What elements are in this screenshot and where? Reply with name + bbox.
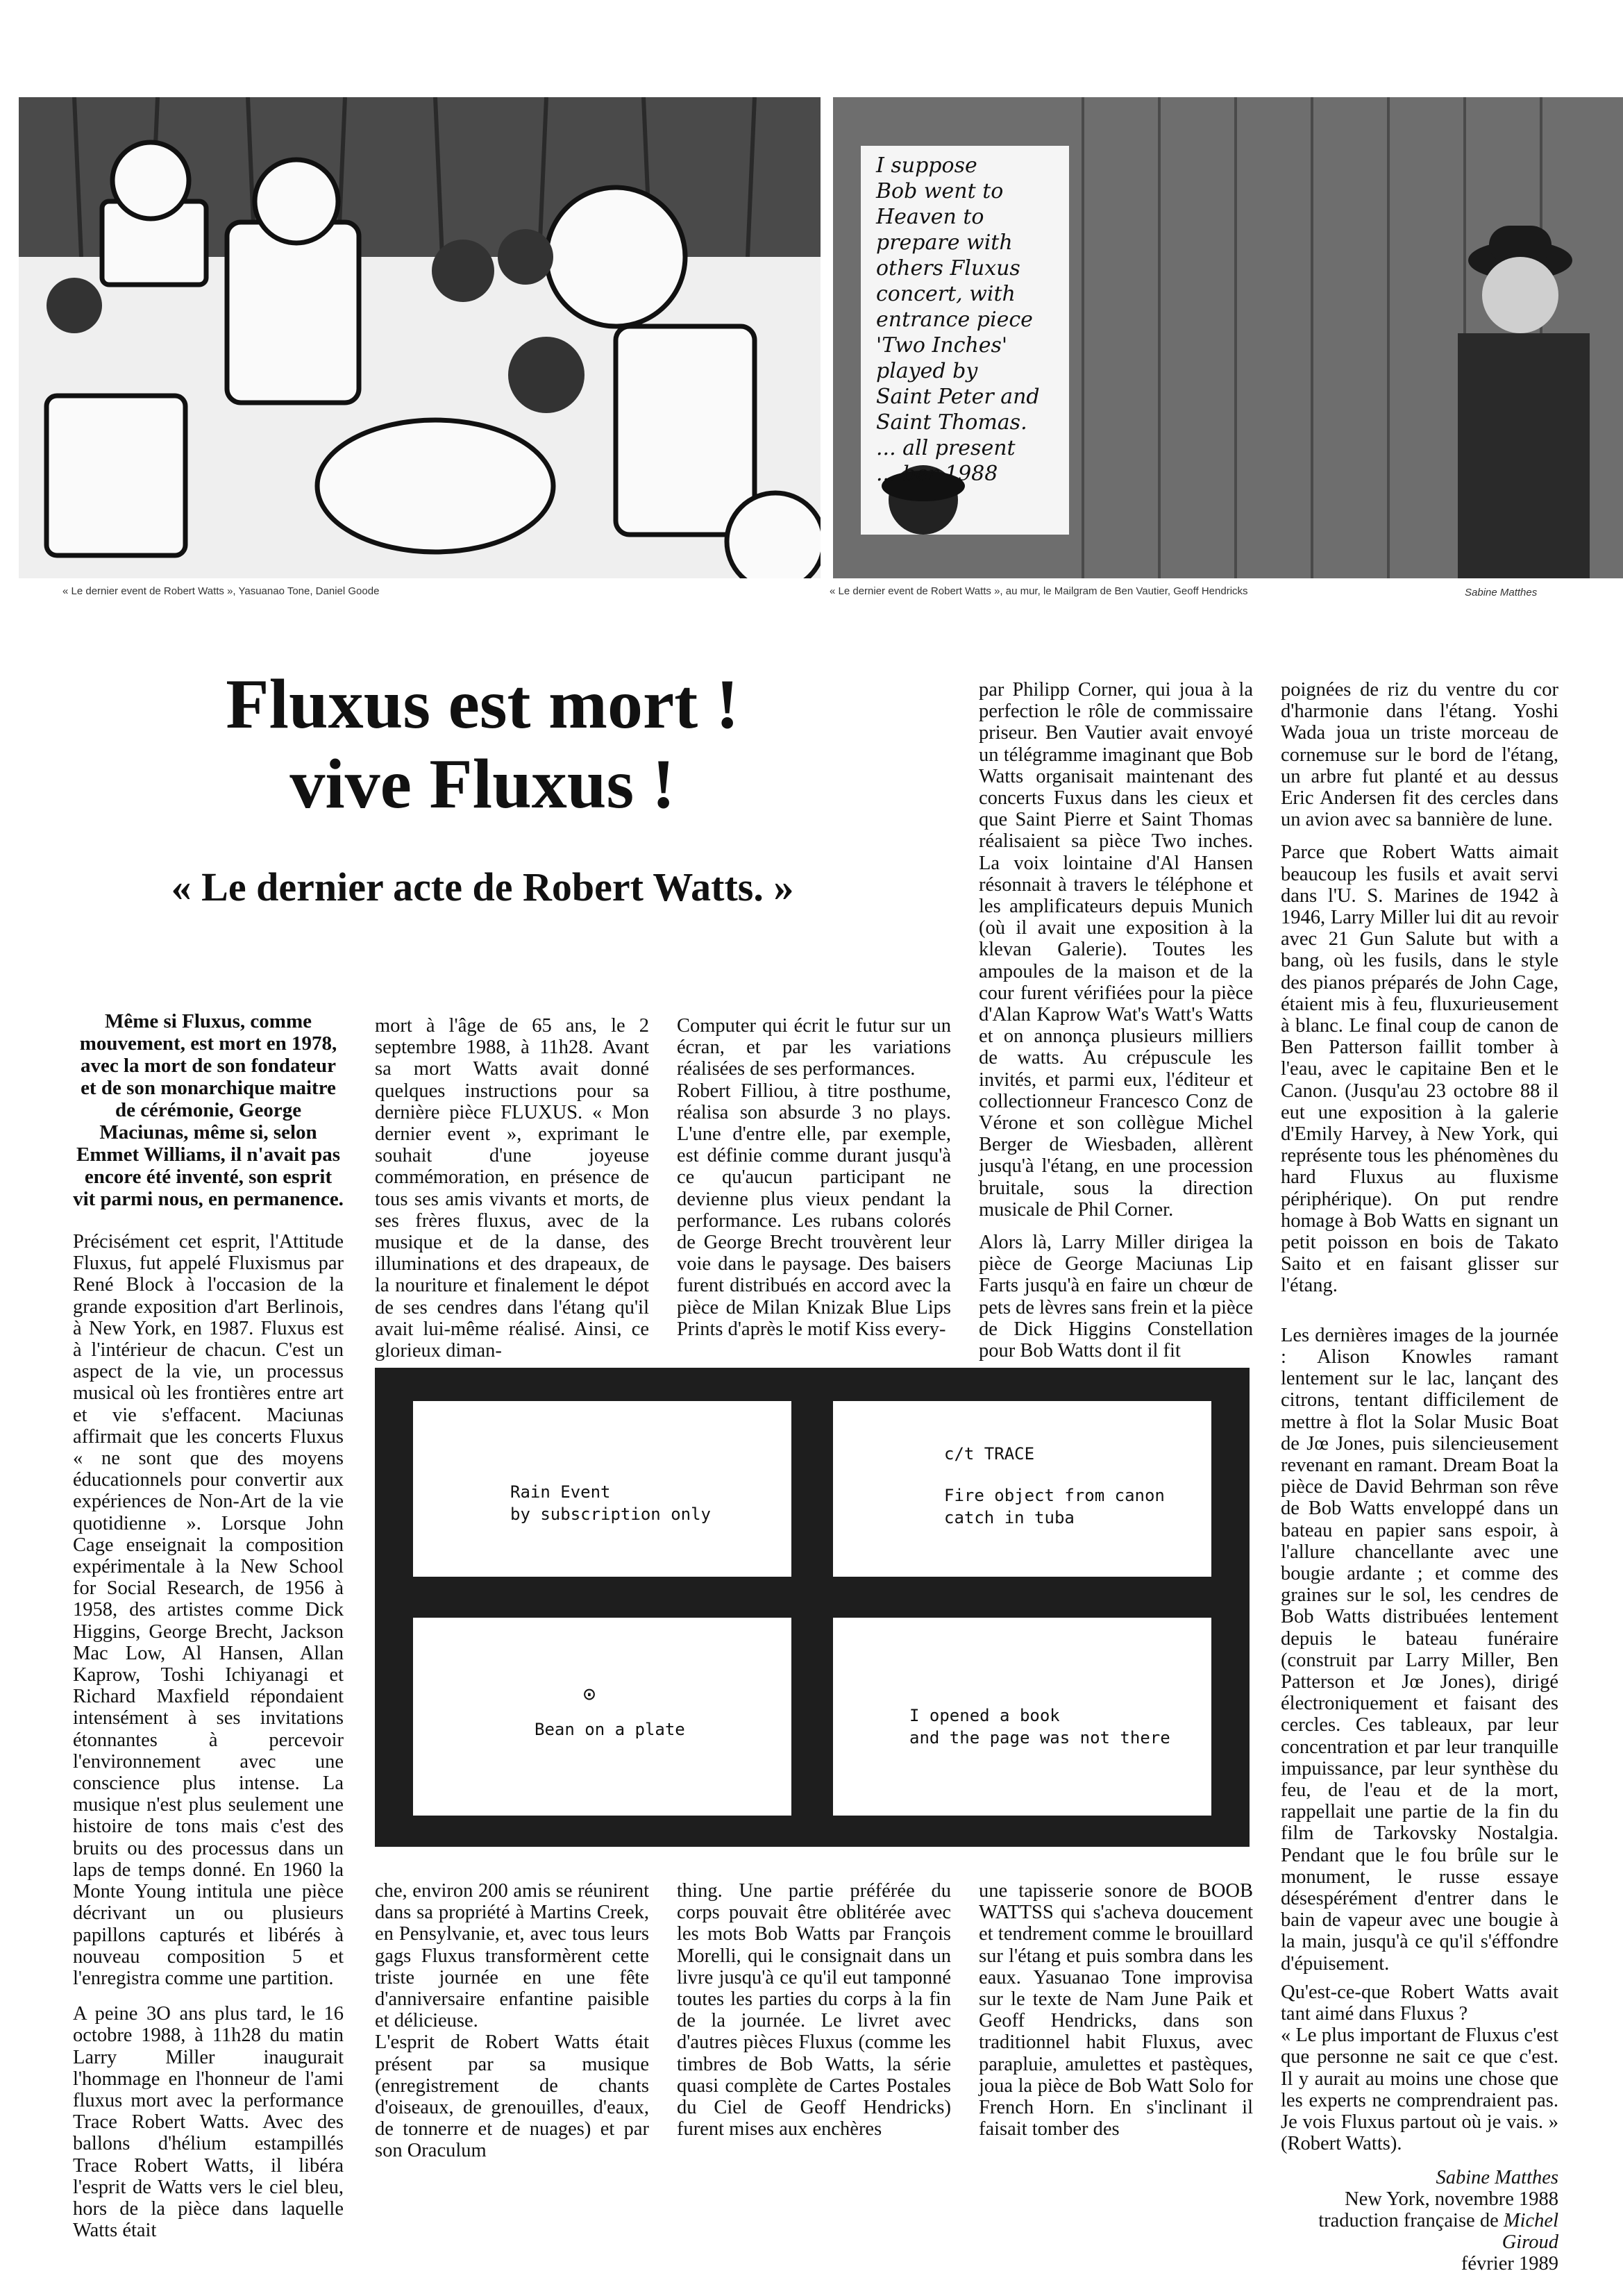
mailgram-sign-text: I suppose Bob went to Heaven to prepare with others Fluxus concert, with entrance piece 'Two Inches' played by Saint Peter and Saint Thomas. ... all present ... ber 1988 — [876, 153, 1040, 486]
event-card-bean-symbol: ⊙ — [583, 1682, 596, 1707]
photo-left — [19, 97, 821, 578]
signature-place-date: New York, novembre 1988 — [1345, 2188, 1558, 2211]
event-card-bean — [413, 1618, 791, 1816]
col5-paragraph-2: Parce que Robert Watts aimait beaucoup les fusils et avait servi dans l'U. S. Marines de 1942 à 1946, Larry Miller lui dit au revoir avec 21 Gun Salute but with a bang, où les fusils, dans le style des pianos préparés de John Cage, étaient mis à feu, fluxurieusement à blanc. Le final coup de canon de Ben Patterson faillit tomber à l'eau, avec le capitaine Ben et le Canon. (Jusqu'au 23 octobre 88 il eut une exposition à la galerie d'Emily Harvey, à New York, qui représente tous les phénomènes du hard Fluxus au fluxisme périphérique). On put rendre homage à Bob Watts en signant un petit poisson en bois de Takato Saito et en faisant glisser sur l'étang. — [1281, 841, 1558, 1297]
event-card-book-text: I opened a book and the page was not there — [909, 1706, 1170, 1748]
col3-paragraph-1: Computer qui écrit le futur sur un écran, et par les variations réalisées de ses performances. — [677, 1015, 951, 1080]
event-card-trace-text: Fire object from canon catch in tuba — [944, 1486, 1165, 1527]
column-4-lower — [979, 1880, 1253, 2147]
col2-paragraph-1: mort à l'âge de 65 ans, le 2 septembre 1988, à 11h28. Avant sa mort Watts avait donné quelques instructions pour sa dernière pièce FLUXUS. « Mon dernier event », exprimant le souhait d'une joyeuse commémoration, en présence de tous ses amis vivants et morts, de ses frères fluxus, avec de la musique et de la danse, des illuminations et des drapeaux, de la nouriture et finalement le dépot de ses cendres dans l'étang qu'il avait lui-même réalisé. Ainsi, ce glorieux diman- — [375, 1015, 649, 1362]
column-2-lower — [375, 1880, 649, 2169]
signature-trans-date: février 1989 — [1461, 2253, 1558, 2275]
col2-lower-paragraph-2: L'esprit de Robert Watts était présent par sa musique (enregistrement de chants d'oiseaux, de grenouilles, d'eaux, de tonnerre et de nuages) et par son Oraculum — [375, 2031, 649, 2162]
signature-block — [1281, 2167, 1558, 2274]
event-card-rain-text: Rain Event by subscription only — [510, 1482, 711, 1524]
col1-paragraph-2: A peine 3O ans plus tard, le 16 octobre 1988, à 11h28 du matin Larry Miller inaugurait l'hommage en l'honneur de l'ami fluxus mort avec la performance Trace Robert Watts. Avec des ballons d'hélium estampillés Trace Robert Watts, il libéra l'esprit de Watts vers le ciel bleu, hors de la pièce dans laquelle Watts était — [73, 2003, 344, 2242]
subtitle: « Le dernier acte de Robert Watts. » — [171, 864, 794, 910]
signature-author: Sabine Matthes — [1436, 2167, 1558, 2189]
col3-lower-paragraph-1: thing. Une partie préférée du corps pouvait être oblitérée avec les mots Bob Watts par François Morelli, qui le consignait dans un livre jusqu'à ce qu'il eut tamponné toutes les parties du corps à la fin de la journée. Le livret avec d'autres pièces Fluxus (comme les timbres de Bob Watts, la série quasi complète de Cartes Postales du Ciel de Geoff Hendricks) furent mises aux enchères — [677, 1880, 951, 2140]
col5-paragraph-3: Les dernières images de la journée : Alison Knowles ramant lentement sur le lac, lançant des citrons, tentant difficilement de mettre à flot la Solar Music Boat de Jœ Jones, puis silencieusement revenant en ramant. Dream Boat la pièce de David Behrman son rêve de Bob Watts enveloppé dans un bateau en papier sans espoir, à l'allure chancellante avec une bougie ardante ; et comme des graines sur le sol, les cendres de Bob Watts distribuées lentement depuis le bateau funéraire (construit par Larry Miller, Ben Patterson et Jœ Jones), dirigé électroniquement et faisant des cercles. Ces tableaux, par leur concentration et par leur tranquille impuissance, par leur synthèse du feu, de l'eau et de la mort, rappellait une partie de la fin du film de Tarkovsky Nostalgia. Pendant que le fou brûle sur le monument, le russe essaye désespérément d'entrer dans le bain de vapeur avec une bougie à la main, jusqu'à ce qu'il s'éffondre d'épuisement. — [1281, 1324, 1558, 1975]
event-card-trace-title: c/t TRACE — [944, 1444, 1035, 1464]
col3-paragraph-2: Robert Filliou, à titre posthume, réalisa son absurde 3 no plays. L'une d'entre elle, par exemple, est définie comme durant jusqu'à ce qu'aucun participant ne devienne plus vieux pendant la performance. Les rubans colorés de George Brecht trouvèrent leur voie dans le paysage. Des baisers furent distribués en accord avec la pièce de Milan Knizak Blue Lips Prints d'après le motif Kiss every- — [677, 1080, 951, 1340]
column-1 — [73, 1010, 344, 2248]
photo-caption-right: « Le dernier event de Robert Watts », au mur, le Mailgram de Ben Vautier, Geoff Hendricks — [830, 585, 1248, 597]
col5-paragraph-1: poignées de riz du ventre du cor d'harmonie dans l'étang. Yoshi Wada joua un triste morceau de cornemuse sur le bord de l'étang, un arbre fut planté et au dessus Eric Andersen fit des cercles dans un avion avec sa bannière de lune. — [1281, 679, 1558, 831]
column-3-lower — [677, 1880, 951, 2147]
headline-line2: vive Fluxus ! — [289, 745, 675, 823]
event-card-bean-text: Bean on a plate — [535, 1720, 685, 1739]
event-card-book — [833, 1618, 1211, 1816]
column-5 — [1281, 679, 1558, 2274]
cutout-figures-illustration — [19, 97, 821, 578]
col1-paragraph-1: Précisément cet esprit, l'Attitude Fluxus, fut appelé Fluxismus par René Block à l'occasion de la grande exposition d'art Berlinois, à New York, en 1987. Fluxus est à l'intérieur de chacun. C'est un aspect de la vie, un processus musical où les frontières entre art et vie s'effacent. Maciunas affirmait que les concerts Fluxus « ne sont que des moyens éducationnels pour convertir aux expériences de Non-Art de la vie quotidienne ». Lorsque John Cage enseignait la composition expérimentale à la New School for Social Research, de 1956 à 1958, des artistes comme Dick Higgins, George Brecht, Jackson Mac Low, Al Hansen, Allan Kaprow, Toshi Ichiyanagi et Richard Maxfield répondaient intensément à ses invitations étonnantes à percevoir l'environnement avec une conscience plus intense. La musique n'est plus seulement une histoire de tons mais c'est des bruits ou des processus dans un laps de temps donné. En 1960 la Monte Young intitula une pièce décrivant un ou plusieurs papillons capturés et libérés à nouveau composition 5 et l'enregistra comme une partition. — [73, 1231, 344, 1989]
photo-caption-left: « Le dernier event de Robert Watts », Yasuanao Tone, Daniel Goode — [62, 585, 380, 597]
col4-paragraph-2: Alors là, Larry Miller dirigea la pièce de George Maciunas Lip Farts jusqu'à en faire un chœur de pets de lèvres sans frein et la pièce de Dick Higgins Constellation pour Bob Watts dont il fit — [979, 1232, 1253, 1362]
lede-paragraph: Même si Fluxus, comme mouvement, est mort en 1978, avec la mort de son fondateur et de son monarchique maitre de cérémonie, George Maciunas, même si, selon Emmet Williams, il n'avait pas encore été inventé, son esprit vit parmi nous, en permanence. — [73, 1010, 344, 1210]
col4-lower-paragraph-1: une tapisserie sonore de BOOB WATTSS qui s'acheva doucement et tendrement comme le brouillard sur l'étang et puis sombra dans les eaux. Yasuanao Tone improvisa sur le texte de Nam June Paik et Geoff Hendricks, dans son traditionnel habit Fluxus, avec parapluie, amulettes et pastèques, joua la pièce de Bob Watt Solo for French Horn. En s'inclinant il faisait tomber des — [979, 1880, 1253, 2140]
col4-paragraph-1: par Philipp Corner, qui joua à la perfection le rôle de commissaire priseur. Ben Vautier avait envoyé un télégramme imaginant que Bob Watts organisait maintenant des concerts Fuxus dans les cieux et que Saint Pierre et Saint Thomas réalisaient sa pièce Two inches. La voix lointaine d'Al Hansen résonnait à travers le téléphone et les amplificateurs depuis Munich (où il avait une exposition à la klevan Galerie). Toutes les ampoules de la maison et de la cour furent vérifiées pour la pièce d'Alan Kaprow Wat's Watt's Watts et on annonça plusieurs milliers de watts. Au crépuscule les invités, et parmi eux, l'éditeur et collectionneur Francesco Conz de Vérone et son collègue Michel Berger de Wiesbaden, allèrent jusqu'à l'étang, en une procession bruitale, sous la direction musicale de Phil Corner. — [979, 679, 1253, 1221]
column-2-upper — [375, 1015, 649, 1368]
event-card-rain — [413, 1401, 791, 1577]
col5-quote: « Le plus important de Fluxus c'est que personne ne sait ce que c'est. Il y aurait au moins une chose que les experts ne comprendraient pas. Je vois Fluxus partout où je vais. » (Robert Watts). — [1281, 2025, 1558, 2155]
col5-question: Qu'est-ce-que Robert Watts avait tant aimé dans Fluxus ? — [1281, 1981, 1558, 2025]
signature-translator: Michel Giroud — [1502, 2210, 1558, 2254]
headline-line1: Fluxus est mort ! — [226, 665, 739, 744]
event-cards-panel — [375, 1368, 1250, 1847]
signature-translation: traduction française de — [1318, 2210, 1499, 2232]
col2-lower-paragraph-1: che, environ 200 amis se réunirent dans sa propriété à Martins Creek, en Pensylvanie, et, avec tous leurs gags Fluxus transformèrent cette triste journée en une fête d'anniversaire enfantine paisible et délicieuse. — [375, 1880, 649, 2032]
photo-credit: Sabine Matthes — [1465, 587, 1538, 598]
event-card-trace — [833, 1401, 1211, 1577]
column-4-upper — [979, 679, 1253, 1368]
column-3-upper — [677, 1015, 951, 1347]
